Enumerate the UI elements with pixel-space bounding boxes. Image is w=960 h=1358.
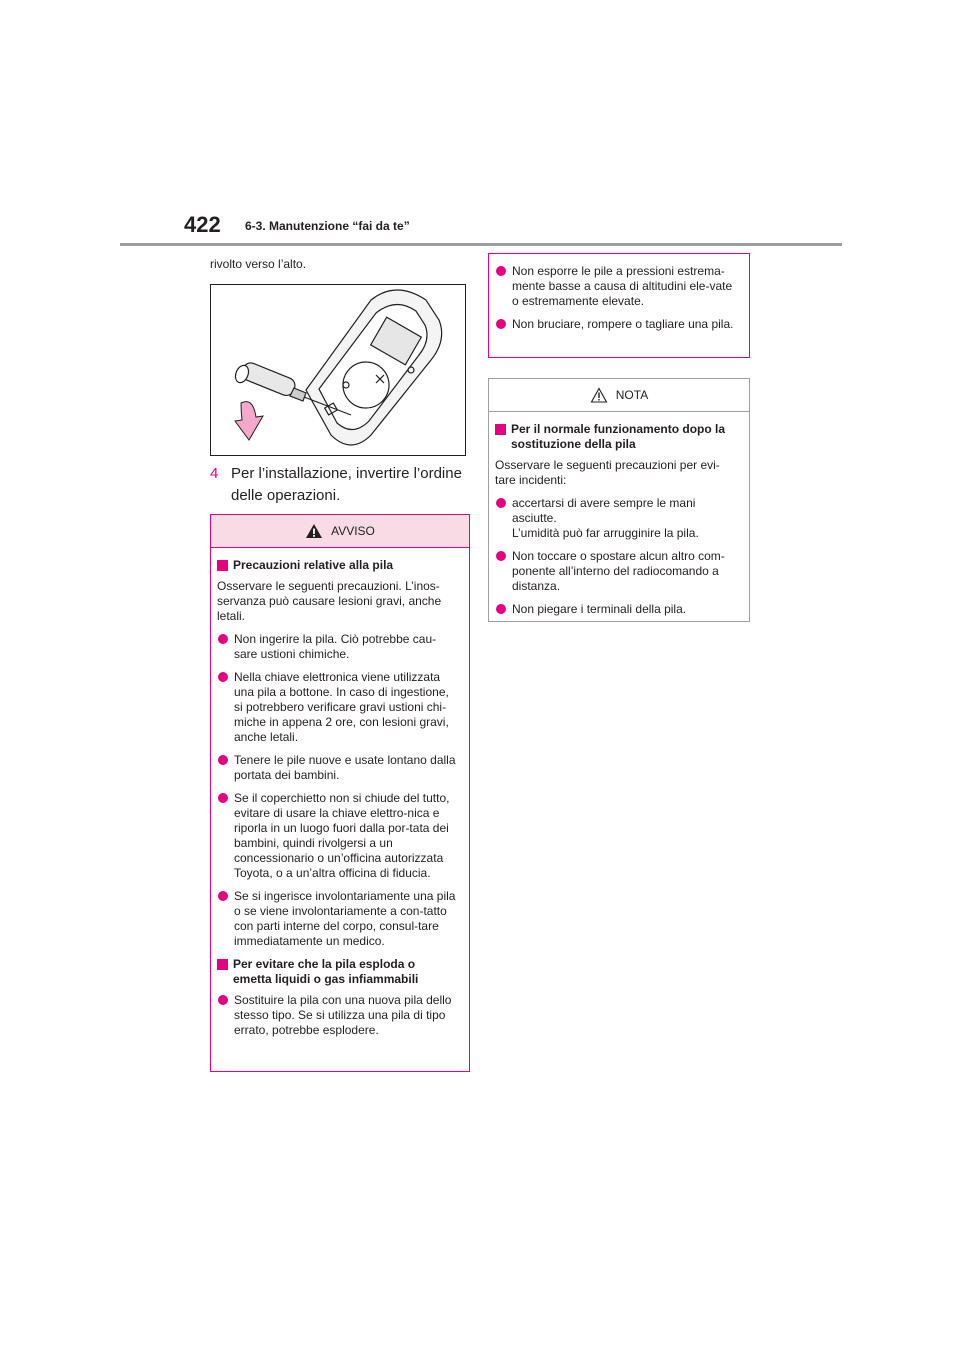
pink-dot-bullet (496, 498, 506, 508)
pink-dot-bullet (218, 634, 228, 644)
section-title: 6-3. Manutenzione “fai da te” (245, 219, 410, 233)
warning-triangle-icon (305, 523, 323, 539)
header-rule (120, 243, 842, 246)
nota-intro: Osservare le seguenti precauzioni per evi-tare incidenti: (495, 458, 720, 487)
key-battery-illustration (210, 284, 466, 456)
list-item: Non toccare o spostare alcun altro com-ponente all’interno del radiocomando a distanza. (495, 549, 737, 594)
intro-text: rivolto verso l’alto. (210, 257, 307, 271)
nota-body (489, 412, 749, 631)
list-item: accertarsi di avere sempre le mani asciutte. L’umidità può far arrugginire la pila. (495, 496, 737, 541)
list-item: Se si ingerisce involontariamente una pila o se viene involontariamente a con-tatto con parti interne del corpo, consul-tare immediatamente un medico. (217, 889, 457, 949)
nota-heading: Per il normale funzionamento dopo la sostituzione della pila (495, 422, 737, 452)
nota-title: NOTA (615, 388, 649, 402)
step-text: Per l’installazione, invertire l’ordine delle operazioni. (231, 465, 462, 504)
pink-square-bullet (495, 424, 506, 435)
key-battery-drawing (211, 285, 465, 455)
step-number: 4 (210, 465, 219, 482)
pink-square-bullet (217, 560, 228, 571)
list-item: Non bruciare, rompere o tagliare una pila. (495, 317, 737, 332)
pink-dot-bullet (218, 891, 228, 901)
avviso-title: AVVISO (331, 524, 375, 538)
pink-dot-bullet (218, 793, 228, 803)
avviso-continued-box (488, 253, 750, 358)
nota-box (488, 378, 750, 622)
avviso-box (210, 514, 470, 1072)
nota-header (489, 379, 749, 412)
avviso-heading-2: Per evitare che la pila esploda o emetta liquidi o gas infiammabili (217, 957, 457, 987)
list-item: Non piegare i terminali della pila. (495, 602, 737, 617)
list-item: Se il coperchietto non si chiude del tutto, evitare di usare la chiave elettro-nica e riporla in un luogo fuori dalla por-tata dei bambini, quindi rivolgersi a un concessionario o un’officina autorizzata Toyota, o a un’altra officina di fiducia. (217, 791, 457, 881)
avviso-continued-body (489, 254, 749, 346)
list-item: Tenere le pile nuove e usate lontano dalla portata dei bambini. (217, 753, 457, 783)
pink-dot-bullet (218, 995, 228, 1005)
avviso-body (211, 548, 469, 1052)
pink-dot-bullet (218, 755, 228, 765)
avviso-heading-1: Precauzioni relative alla pila (217, 558, 457, 573)
list-item: Non esporre le pile a pressioni estrema-mente basse a causa di altitudini ele-vate o estremamente elevate. (495, 264, 737, 309)
pink-dot-bullet (496, 319, 506, 329)
list-item: Non ingerire la pila. Ciò potrebbe cau-sare ustioni chimiche. (217, 632, 457, 662)
pink-dot-bullet (218, 672, 228, 682)
avviso-intro: Osservare le seguenti precauzioni. L’inos-servanza può causare lesioni gravi, anche letali. (217, 579, 442, 623)
pink-dot-bullet (496, 266, 506, 276)
list-item: Nella chiave elettronica viene utilizzata una pila a bottone. In caso di ingestione, si potrebbero verificare gravi ustioni chi-miche in appena 2 ore, con lesioni gravi, anche letali. (217, 670, 457, 745)
page-number: 422 (184, 212, 221, 237)
pink-dot-bullet (496, 604, 506, 614)
list-item: Sostituire la pila con una nuova pila dello stesso tipo. Se si utilizza una pila di tipo errato, potrebbe esplodere. (217, 993, 457, 1038)
pink-square-bullet (217, 959, 228, 970)
pink-dot-bullet (496, 551, 506, 561)
caution-triangle-icon (590, 387, 608, 403)
avviso-header (211, 515, 469, 548)
